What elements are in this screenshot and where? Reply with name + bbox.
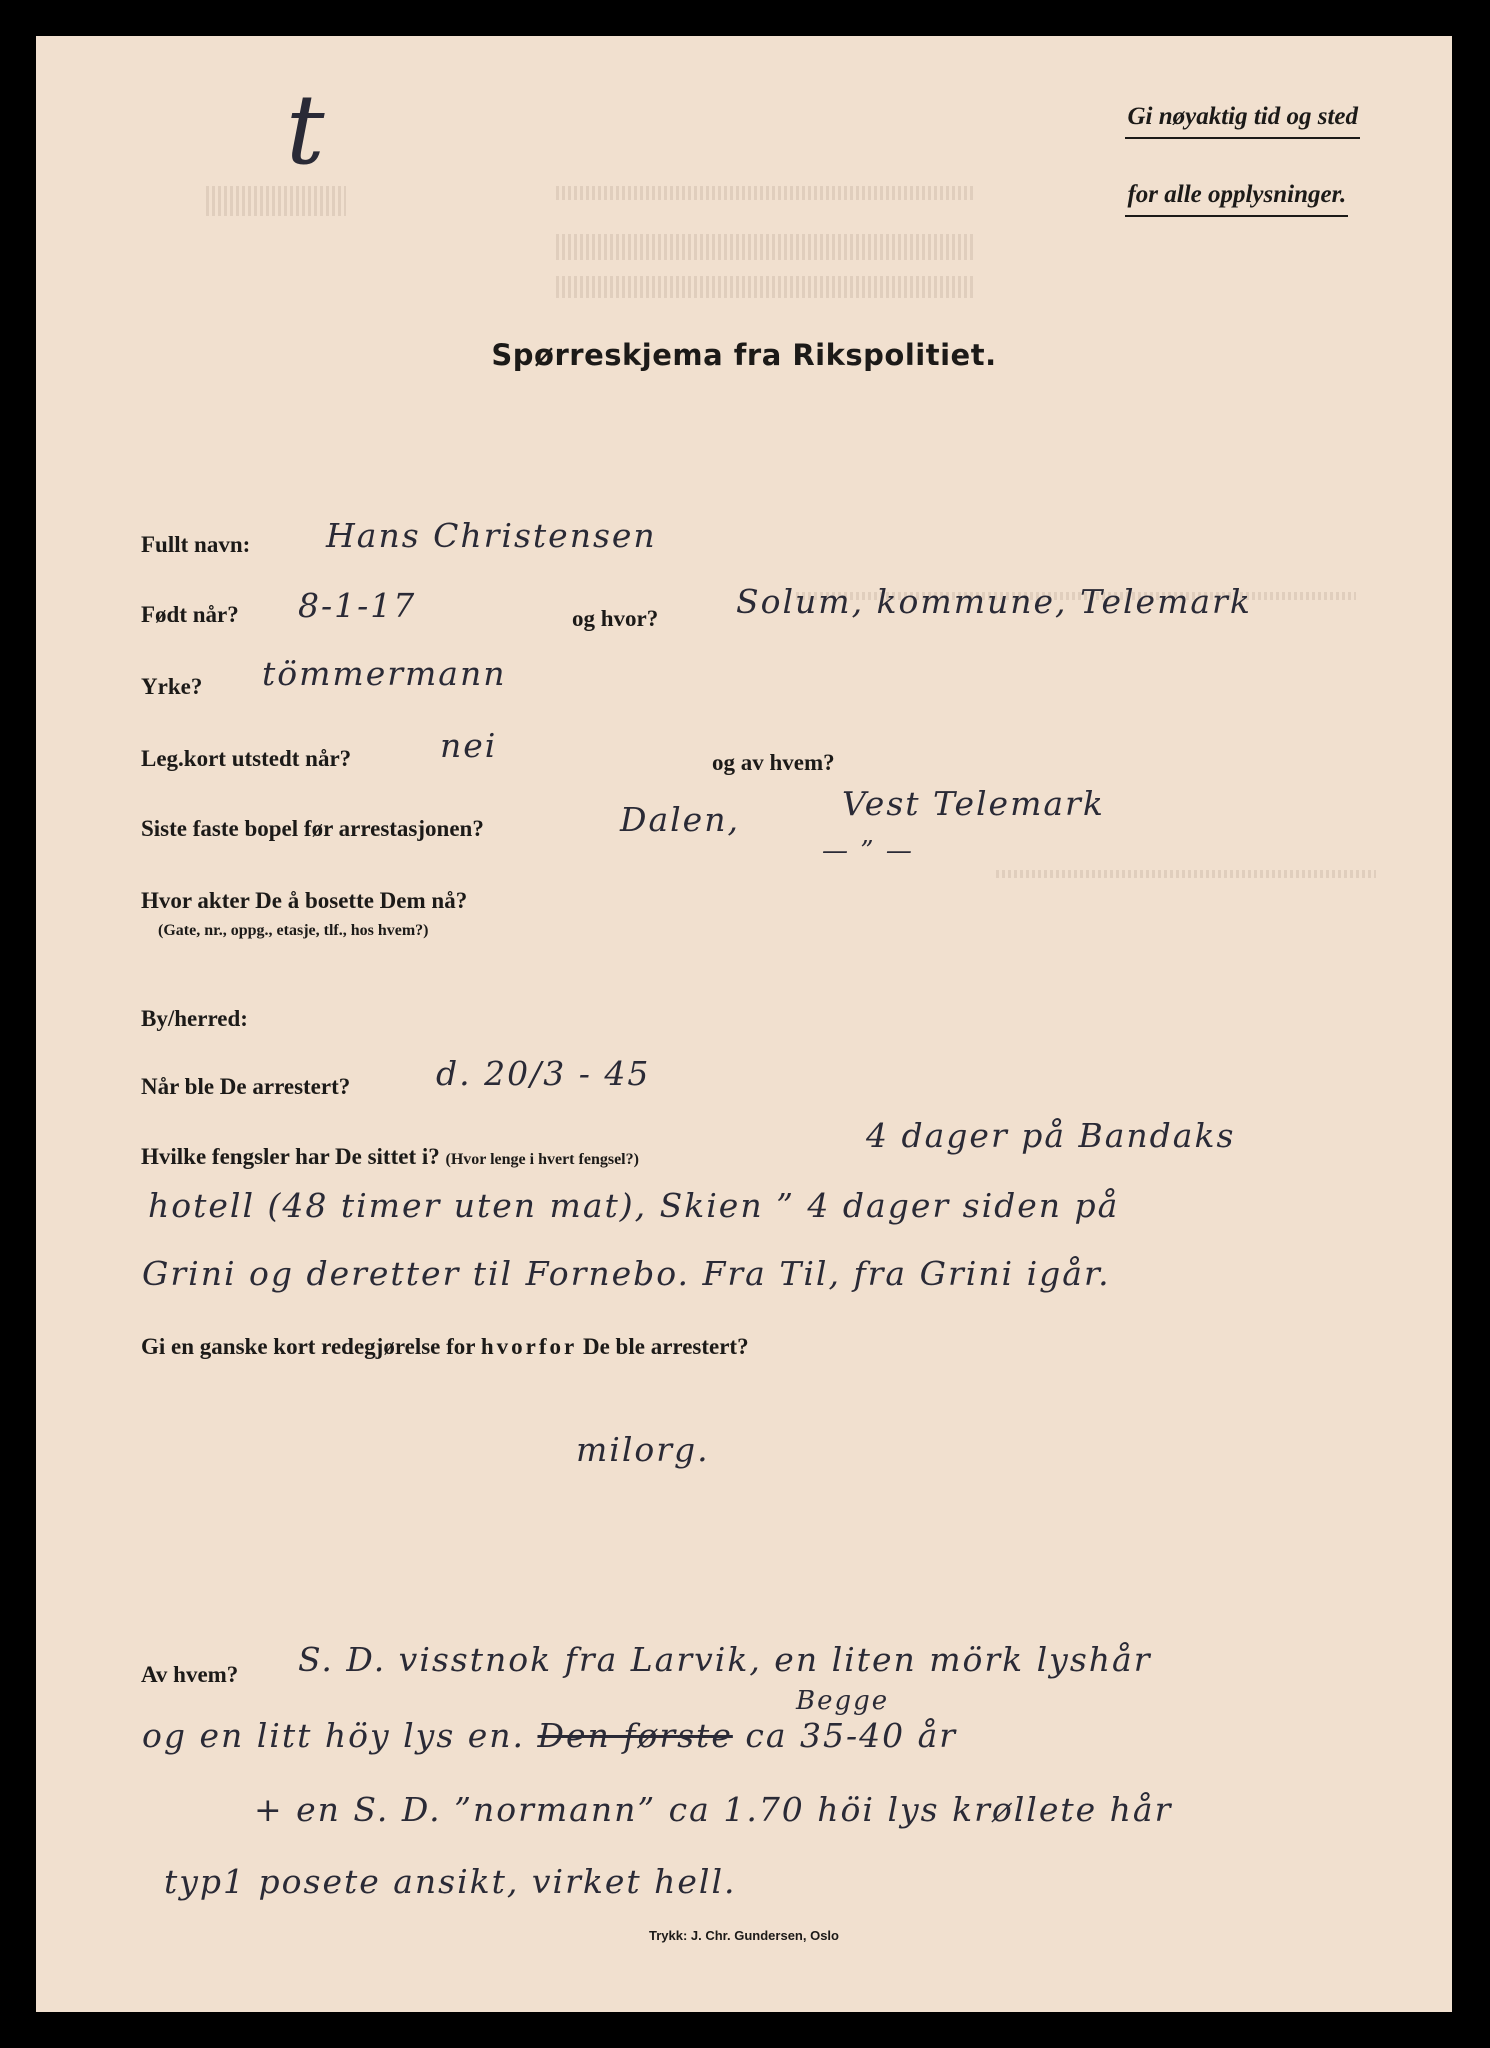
full-name-label: Fullt navn:: [141, 532, 251, 557]
born-where-value: Solum, kommune, Telemark: [736, 582, 1252, 621]
header-note: [1125, 98, 1360, 217]
last-residence-value3: — ” —: [822, 836, 914, 866]
leg-card-by-label: og av hvem?: [712, 750, 835, 775]
by-whom-line2b: ca 35-40 år: [745, 1716, 958, 1755]
last-residence-value1: Dalen,: [620, 800, 740, 839]
reason-value: milorg.: [576, 1430, 710, 1469]
settle-label: Hvor akter De å bosette Dem nå?: [141, 888, 468, 913]
prisons-label-row: [141, 1144, 639, 1170]
bleed-through: [556, 234, 976, 260]
leg-card-label: Leg.kort utstedt når?: [141, 746, 352, 771]
by-whom-line2: [142, 1716, 957, 1755]
reason-label-end: De ble arrestert?: [582, 1334, 749, 1359]
by-whom-label: Av hvem?: [141, 1662, 239, 1687]
bleed-through: [206, 186, 346, 216]
reason-label: Gi en ganske kort redegjørelse for: [141, 1334, 476, 1359]
bleed-through: [556, 186, 976, 200]
arrested-when-value: d. 20/3 - 45: [436, 1054, 651, 1093]
reason-label-spaced: hvorfor: [480, 1334, 578, 1359]
by-whom-line3: + en S. D. ”normann” ca 1.70 höi lys krøllete hår: [254, 1790, 1173, 1829]
header-note-line2: for alle opplysninger.: [1125, 176, 1348, 217]
prisons-value-line0: 4 dager på Bandaks: [866, 1116, 1236, 1155]
by-whom-line2a: og en litt höy lys en.: [142, 1716, 526, 1755]
by-whom-line1: S. D. visstnok fra Larvik, en liten mörk lyshår: [298, 1640, 1152, 1679]
arrested-when-label: Når ble De arrestert?: [141, 1074, 351, 1099]
printer-footer: Trykk: J. Chr. Gundersen, Oslo: [648, 1928, 839, 1943]
prisons-value-line2: Grini og deretter til Fornebo. Fra Til, fra Grini igår.: [142, 1254, 1111, 1293]
town-label: By/herred:: [141, 1006, 248, 1031]
by-whom-insert: Begge: [796, 1686, 890, 1716]
occupation-label: Yrke?: [141, 674, 203, 699]
document-page: [36, 36, 1452, 2012]
reason-label-row: [141, 1334, 749, 1360]
margin-mark: t: [286, 74, 325, 186]
prisons-sublabel: (Hvor lenge i hvert fengsel?): [445, 1151, 639, 1168]
prisons-value-line1: hotell (48 timer uten mat), Skien ” 4 dager siden på: [148, 1186, 1120, 1225]
born-when-label: Født når?: [141, 602, 239, 627]
leg-card-value: nei: [440, 726, 498, 765]
page-title: Spørreskjema fra Rikspolitiet.: [491, 338, 997, 372]
born-when-value: 8-1-17: [298, 586, 417, 625]
prisons-label: Hvilke fengsler har De sittet i?: [141, 1144, 440, 1169]
bleed-through: [996, 870, 1376, 878]
bleed-through: [556, 276, 976, 298]
settle-sublabel: (Gate, nr., oppg., etasje, tlf., hos hvem?): [158, 922, 429, 939]
born-where-label: og hvor?: [572, 606, 659, 631]
full-name-value: Hans Christensen: [326, 516, 657, 555]
by-whom-line4: typ1 posete ansikt, virket hell.: [164, 1862, 737, 1901]
last-residence-value2: Vest Telemark: [842, 784, 1105, 823]
header-note-line1: Gi nøyaktig tid og sted: [1125, 98, 1360, 139]
by-whom-line2-struck: Den første: [537, 1716, 733, 1755]
occupation-value: tömmermann: [262, 654, 507, 693]
last-residence-label: Siste faste bopel før arrestasjonen?: [141, 816, 484, 841]
